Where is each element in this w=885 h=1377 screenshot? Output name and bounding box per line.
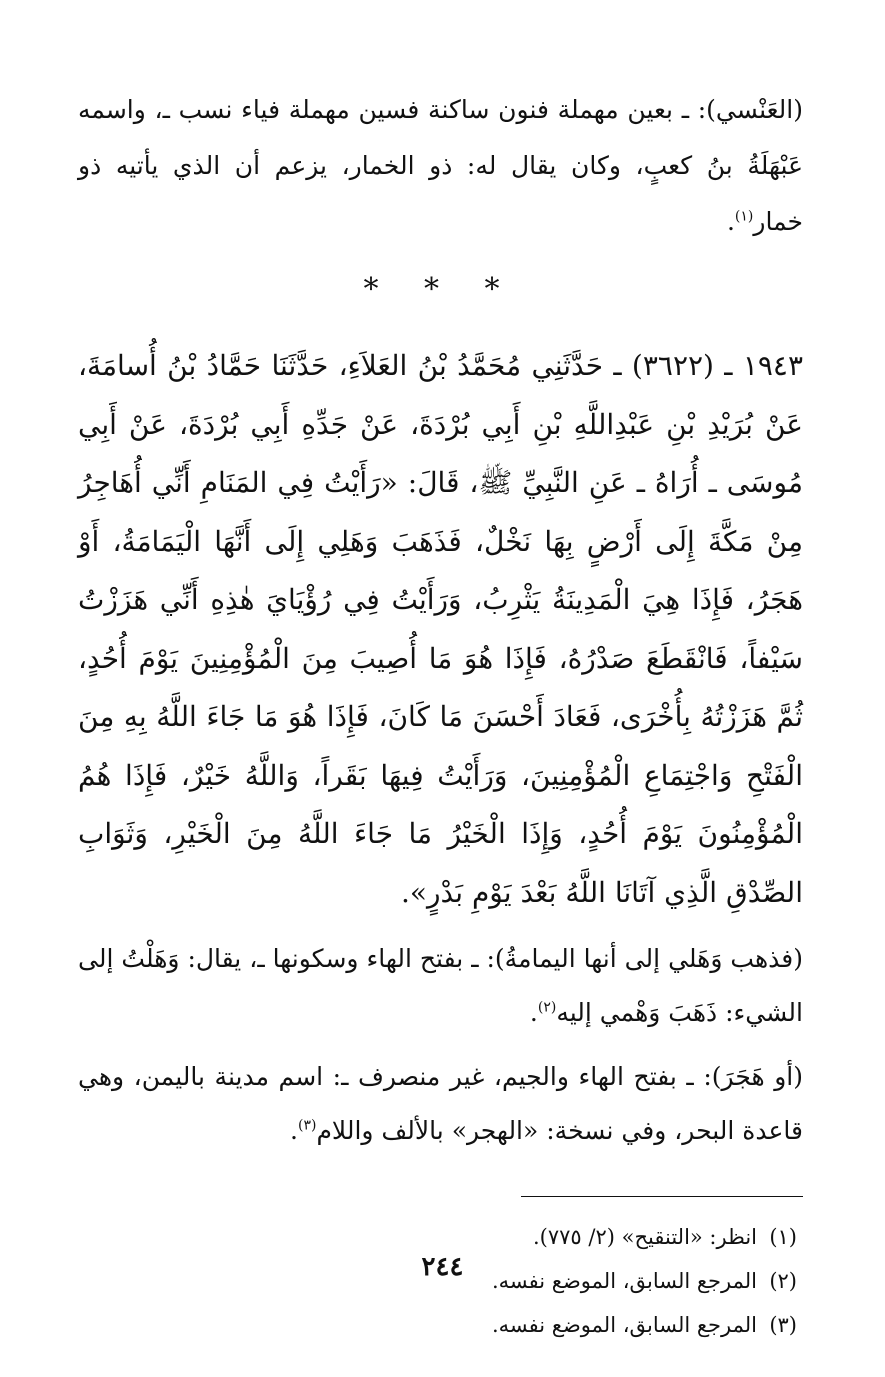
footnote-ref[interactable]: (٣)	[297, 1117, 317, 1134]
footnote-ref[interactable]: (٢)	[537, 999, 557, 1016]
commentary-paragraph-wahali	[78, 932, 803, 1040]
paragraph-text: (العَنْسي): ـ بعين مهملة فنون ساكنة فسين مهملة فياء نسب ـ، واسمه عَبْهَلَةُ بنُ كعبٍ، وكان يقال له: ذو الخمار، يزعم أن الذي يأتيه ذو خمار	[78, 95, 803, 236]
commentary-paragraph-hajar	[78, 1050, 803, 1158]
paragraph-end: .	[290, 1116, 298, 1145]
footnote-number: (٢)	[769, 1269, 797, 1293]
commentary-paragraph-ansi	[78, 82, 803, 250]
hadith-text: ١٩٤٣ ـ (٣٦٢٢) ـ حَدَّثَنِي مُحَمَّدُ بْنُ العَلاَءِ، حَدَّثَنَا حَمَّادُ بْنُ أُسامَةَ، عَنْ بُرَيْدِ بْنِ عَبْدِاللَّهِ بْنِ أَبِي بُرْدَةَ، عَنْ جَدِّهِ أَبِي بُرْدَةَ، عَنْ أَبِي مُوسَى ـ أُرَاهُ ـ عَنِ النَّبِيِّ ﷺ، قَالَ: «رَأَيْتُ فِي المَنَامِ أَنِّي أُهَاجِرُ مِنْ مَكَّةَ إِلَى أَرْضٍ بِهَا نَخْلٌ، فَذَهَبَ وَهَلِي إِلَى أَنَّهَا الْيَمَامَةُ، أَوْ هَجَرُ، فَإِذَا هِيَ الْمَدِينَةُ يَثْرِبُ، وَرَأَيْتُ فِي رُؤْيَايَ هٰذِهِ أَنِّي هَزَزْتُ سَيْفاً، فَانْقَطَعَ صَدْرُهُ، فَإِذَا هُوَ مَا أُصِيبَ مِنَ الْمُؤْمِنِينَ يَوْمَ أُحُدٍ، ثُمَّ هَزَزْتُهُ بِأُخْرَى، فَعَادَ أَحْسَنَ مَا كَانَ، فَإِذَا هُوَ مَا جَاءَ اللَّهُ بِهِ مِنَ الْفَتْحِ وَاجْتِمَاعِ الْمُؤْمِنِينَ، وَرَأَيْتُ فِيهَا بَقَراً، وَاللَّهُ خَيْرٌ، فَإِذَا هُمُ الْمُؤْمِنُونَ يَوْمَ أُحُدٍ، وَإِذَا الْخَيْرُ مَا جَاءَ اللَّهُ مِنَ الْخَيْرِ، وَثَوَابِ الصِّدْقِ الَّذِي آتَانَا اللَّهُ بَعْدَ يَوْمِ بَدْرٍ».	[78, 349, 803, 909]
paragraph-end: .	[529, 998, 538, 1027]
paragraph-text: (أو هَجَرَ): ـ بفتح الهاء والجيم، غير منصرف ـ: اسم مدينة باليمن، وهي قاعدة البحر، وفي نسخة: «الهجر» بالألف واللام	[78, 1062, 803, 1145]
footnote-text: المرجع السابق، الموضع نفسه.	[491, 1313, 757, 1337]
footnote-item	[78, 1303, 803, 1347]
footnote-number: (٣)	[769, 1313, 797, 1337]
footnote-divider	[521, 1196, 803, 1197]
paragraph-text: (فذهب وَهَلي إلى أنها اليمامةُ): ـ بفتح الهاء وسكونها ـ، يقال: وَهَلْتُ إلى الشيء: ذَهَبَ وَهْمي إليه	[78, 944, 803, 1027]
page-number: ٢٤٤	[421, 1252, 464, 1282]
footnote-text: المرجع السابق، الموضع نفسه.	[491, 1269, 757, 1293]
section-separator: * * *	[363, 272, 518, 307]
footnote-number: (١)	[769, 1225, 797, 1249]
footnote-text: انظر: «التنقيح» (٢/ ٧٧٥).	[533, 1225, 757, 1249]
footnote-ref[interactable]: (١)	[734, 208, 754, 225]
paragraph-end: .	[726, 207, 735, 236]
